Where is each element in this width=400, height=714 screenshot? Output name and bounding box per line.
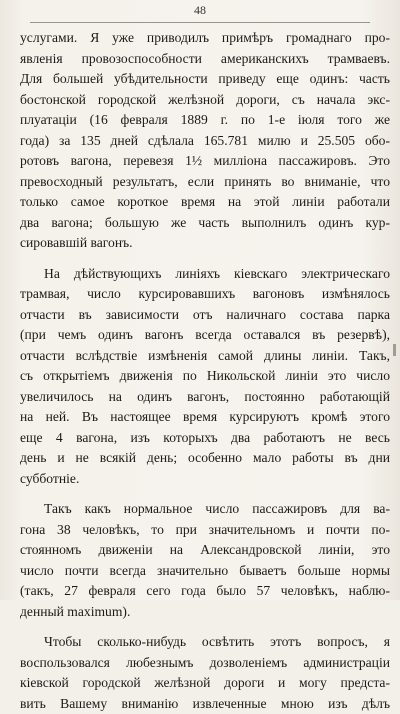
page-body: [20, 28, 390, 714]
text-line: вить Вашему вниманію извлеченные мною изъ дѣлъ: [20, 694, 390, 714]
text-line: стоянномъ движеніи на Александровской линіи, это: [20, 540, 390, 561]
text-line: отчасти въ зависимости отъ наличнаго состава парка: [20, 305, 390, 326]
text-line: явленія провозоспособности американскихъ трамваевъ.: [20, 49, 390, 70]
text-line: воспользовался любезнымъ дозволеніемъ администраціи: [20, 653, 390, 674]
text-line: субботніе.: [20, 469, 390, 490]
text-line: плуатаціи (16 февраля 1889 г. по 1-е іюля того же: [20, 110, 390, 131]
text-line: число почти всегда значительно бываетъ больше нормы: [20, 561, 390, 582]
paragraph-2: [20, 264, 390, 490]
text-line: сировавшій вагонъ.: [20, 233, 390, 254]
text-line: отчасти вслѣдствіе измѣненія самой длины линіи. Такъ,: [20, 346, 390, 367]
margin-mark: [393, 344, 396, 356]
text-line: Чтобы сколько-нибудь освѣтить этотъ вопросъ, я: [20, 632, 390, 653]
text-line: гона 38 человѣкъ, то при значительномъ и почти по-: [20, 520, 390, 541]
text-line: ротовъ вагона, перевезя 1½ милліона пассажировъ. Это: [20, 151, 390, 172]
text-line: трамвая, число курсировавшихъ вагоновъ измѣнялось: [20, 284, 390, 305]
paragraph-1: [20, 28, 390, 254]
text-line: года) за 135 дней сдѣлала 165.781 милю и 25.505 обо-: [20, 131, 390, 152]
page-number: 48: [0, 3, 400, 18]
header-rule: [30, 22, 370, 23]
text-line: денный maximum).: [20, 602, 390, 623]
text-line: Такъ какъ нормальное число пассажировъ для ва-: [20, 499, 390, 520]
text-line: день и не всякій день; особенно мало работы въ дни: [20, 448, 390, 469]
text-line: на ней. Въ настоящее время курсируютъ кромѣ этого: [20, 407, 390, 428]
text-line: (при чемъ одинъ вагонъ всегда оставался въ резервѣ),: [20, 325, 390, 346]
text-line: съ открытіемъ движенія по Никольской линіи это число: [20, 366, 390, 387]
text-line: услугами. Я уже приводилъ примѣръ громаднаго про-: [20, 28, 390, 49]
paragraph-4: [20, 632, 390, 714]
text-line: еще 4 вагона, изъ которыхъ два работаютъ не весь: [20, 428, 390, 449]
text-line: (такъ, 27 февраля сего года было 57 человѣкъ, наблю-: [20, 581, 390, 602]
text-line: увеличилось на одинъ вагонъ, постоянно работающій: [20, 387, 390, 408]
paragraph-3: [20, 499, 390, 622]
text-line: кіевской городской желѣзной дороги и могу предста-: [20, 673, 390, 694]
text-line: два вагона; большую же часть выполнилъ одинъ кур-: [20, 213, 390, 234]
text-line: Для большей убѣдительности приведу еще одинъ: часть: [20, 69, 390, 90]
text-line: На дѣйствующихъ линіяхъ кіевскаго электрическаго: [20, 264, 390, 285]
text-line: превосходный результатъ, если принять во вниманіе, что: [20, 172, 390, 193]
text-line: бостонской городской желѣзной дороги, съ начала экс-: [20, 90, 390, 111]
text-line: только самое короткое время на этой линіи работали: [20, 192, 390, 213]
